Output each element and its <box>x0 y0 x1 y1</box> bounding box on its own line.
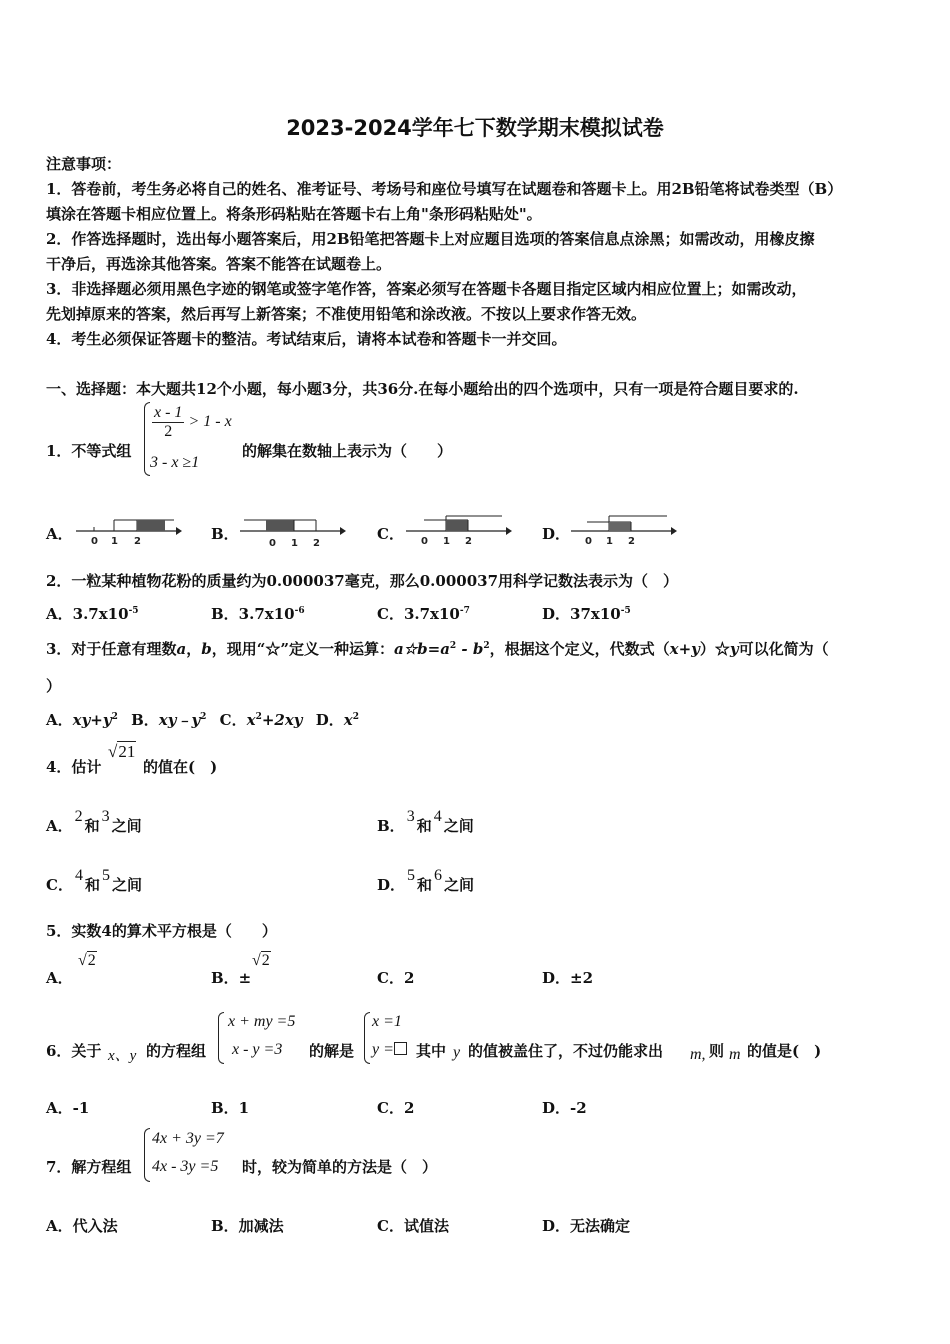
q6-vars: x、y <box>108 1048 137 1064</box>
q4-a-between: 之间 <box>111 817 142 835</box>
q1-option-b-label: B． <box>211 525 239 543</box>
q5-stem: 5．实数4的算术平方根是（ ） <box>46 922 277 940</box>
q4-b-label: B． <box>377 817 405 835</box>
tick-2: 2 <box>465 536 472 547</box>
q2-b-exponent: -6 <box>294 606 305 616</box>
q7-suffix: 时，较为简单的方法是（ ） <box>242 1158 438 1176</box>
q7-eq2: 4x - 3y =5 <box>152 1158 219 1175</box>
q3-var-a: a <box>176 640 187 658</box>
q6-eq1: x + my =5 <box>228 1013 296 1030</box>
q5-option-a-label: A． <box>46 969 73 987</box>
q6-system-brace <box>218 1012 224 1064</box>
q6-option-a: A．-1 <box>46 1099 90 1117</box>
q4-d-between: 之间 <box>444 876 475 894</box>
q3-option-c-exp: 2 <box>255 712 262 722</box>
q4-prefix: 4．估计 <box>46 758 102 776</box>
q2-option-b <box>211 603 305 624</box>
q3-minus-b: - b <box>456 640 484 658</box>
sqrt-icon: √ <box>108 742 118 761</box>
q1-option-d-numberline <box>567 510 679 550</box>
q3-option-a-value: xy+y <box>72 711 112 729</box>
q4-d-label: D． <box>377 876 406 894</box>
q7-option-b: B．加减法 <box>211 1217 284 1235</box>
q1-prefix: 1．不等式组 <box>46 442 132 460</box>
notice-line-2: 填涂在答题卡相应位置上。将条形码粘贴在答题卡右上角"条形码粘贴处"。 <box>46 205 542 223</box>
q5-option-b-radical <box>252 952 271 970</box>
q1-eq1 <box>152 404 232 441</box>
q4-suffix: 的值在( ) <box>143 758 218 776</box>
tick-0: 0 <box>269 538 276 549</box>
q3-option-d-label: D． <box>315 711 344 729</box>
tick-1: 1 <box>443 536 450 547</box>
q7-option-a: A．代入法 <box>46 1217 118 1235</box>
q6-var-y: y <box>453 1044 461 1061</box>
notice-line-5: 3．非选择题必须用黑色字迹的钢笔或签字笔作答，答案必须写在答题卡各题目指定区域内相应位置上；如需改动， <box>46 280 807 298</box>
q1-option-c-label: C． <box>377 525 404 543</box>
tick-1: 1 <box>606 536 613 547</box>
q3-part-2: ，现用“☆”定义一种运算： <box>211 640 394 658</box>
q7-eq1: 4x + 3y =7 <box>152 1130 224 1147</box>
tick-1: 1 <box>111 536 118 547</box>
q3-option-b-value: xy﹣y <box>158 711 201 729</box>
notice-line-1: 1．答卷前，考生务必将自己的姓名、准考证号、考场号和座位号填写在试题卷和答题卡上。用2B铅笔将试卷类型（B） <box>46 180 843 198</box>
q5-a-radicand: 2 <box>87 952 96 969</box>
q3-stem <box>46 638 829 659</box>
q3-option-a-exp: 2 <box>111 712 118 722</box>
q1-option-c-numberline <box>402 510 514 550</box>
q1-eq1-denominator: 2 <box>164 423 173 440</box>
notice-line-3: 2．作答选择题时，选出每小题答案后，用2B铅笔把答题卡上对应题目选项的答案信息点涂黑；如需改动，用橡皮擦 <box>46 230 815 248</box>
notice-heading: 注意事项： <box>46 155 122 173</box>
q4-d-he: 和 <box>417 876 433 894</box>
q4-b-he: 和 <box>416 817 432 835</box>
q1-eq2: 3 - x ≥1 <box>150 454 200 471</box>
q3-comma: ， <box>186 640 202 658</box>
q3-var-y: y <box>729 640 739 658</box>
q4-radicand: 21 <box>118 742 136 761</box>
q3-options <box>46 709 359 730</box>
q2-option-c <box>377 603 470 624</box>
q2-option-d <box>542 603 631 624</box>
q3-part-4: ）☆ <box>699 640 730 658</box>
tick-0: 0 <box>421 536 428 547</box>
q3-part-5: 可以化简为（ <box>738 640 829 658</box>
notice-line-7: 4．考生必须保证答题卡的整洁。考试结束后，请将本试卷和答题卡一并交回。 <box>46 330 567 348</box>
sqrt-icon: √ <box>78 952 87 969</box>
q5-option-b-label: B．± <box>211 969 252 987</box>
q1-option-a-label: A． <box>46 525 73 543</box>
sqrt-icon: √ <box>252 952 261 969</box>
q3-option-c-label: C． <box>219 711 247 729</box>
q6-option-d: D．-2 <box>542 1099 587 1117</box>
q6-sol2-text: y = <box>372 1041 394 1058</box>
q4-option-c <box>46 867 142 895</box>
q3-option-d-value: x <box>343 711 353 729</box>
q1-option-a-numberline <box>72 510 184 550</box>
q6-sol1: x =1 <box>372 1013 402 1030</box>
q6-part-7: 的值是( ) <box>747 1042 822 1060</box>
q3-definition: a☆b=a <box>393 640 450 658</box>
q4-a-first: 2 <box>74 808 83 825</box>
q7-prefix: 7．解方程组 <box>46 1158 132 1176</box>
tick-0: 0 <box>91 536 98 547</box>
q6-option-c: C．2 <box>377 1099 415 1117</box>
q4-a-second: 3 <box>101 808 110 825</box>
q3-option-b-label: B． <box>131 711 159 729</box>
q4-d-second: 6 <box>434 867 443 884</box>
q4-c-second: 5 <box>101 867 110 884</box>
q4-option-a <box>46 808 142 836</box>
q6-var-m2: m <box>729 1046 741 1063</box>
q2-a-exponent: -5 <box>128 606 139 616</box>
q7-system-brace <box>144 1128 150 1182</box>
q3-xy: x+y <box>669 640 700 658</box>
q5-b-radicand: 2 <box>261 952 270 969</box>
q4-option-d <box>377 867 475 895</box>
q4-b-second: 4 <box>433 808 442 825</box>
q2-c-base: C．3.7x10 <box>377 605 460 623</box>
q4-c-label: C． <box>46 876 73 894</box>
q6-option-b: B．1 <box>211 1099 250 1117</box>
q3-var-b: b <box>201 640 212 658</box>
q6-solution-brace <box>364 1012 370 1064</box>
q6-part-5: 的值被盖住了，不过仍能求出 <box>468 1042 664 1060</box>
q6-part-1: 6．关于 <box>46 1042 102 1060</box>
notice-line-6: 先划掉原来的答案，然后再写上新答案；不准使用铅笔和涂改液。不按以上要求作答无效。 <box>46 305 647 323</box>
q2-d-exponent: -5 <box>620 606 631 616</box>
q3-close: ） <box>46 677 62 695</box>
page-title: 2023-2024学年七下数学期末模拟试卷 <box>286 116 664 140</box>
q2-d-base: D．37x10 <box>542 605 621 623</box>
q2-stem: 2．一粒某种植物花粉的质量约为0.000037毫克，那么0.000037用科学记数法表示为（ ） <box>46 572 679 590</box>
tick-2: 2 <box>628 536 635 547</box>
q6-part-6: 则 <box>709 1042 725 1060</box>
q2-c-exponent: -7 <box>459 606 470 616</box>
q1-eq1-numerator: x - 1 <box>154 404 183 421</box>
q1-suffix: 的解集在数轴上表示为（ ） <box>242 442 453 460</box>
q3-option-a-label: A． <box>46 711 73 729</box>
tick-2: 2 <box>134 536 141 547</box>
q6-eq2: x - y =3 <box>232 1041 283 1058</box>
q5-option-d: D．±2 <box>542 969 594 987</box>
q6-sol2 <box>372 1041 407 1059</box>
q3-square-1: 2 <box>449 641 457 651</box>
q5-option-c: C．2 <box>377 969 415 987</box>
q4-option-b <box>377 808 474 836</box>
q1-option-d-label: D． <box>542 525 571 543</box>
q1-eq1-rhs: > 1 - x <box>188 413 232 431</box>
tick-0: 0 <box>585 536 592 547</box>
q3-part-1: 3．对于任意有理数 <box>46 640 177 658</box>
q4-a-label: A． <box>46 817 73 835</box>
q4-c-he: 和 <box>84 876 100 894</box>
q2-a-base: A．3.7x10 <box>46 605 129 623</box>
q6-var-m: m, <box>690 1046 706 1063</box>
q3-square-2: 2 <box>483 641 490 651</box>
q5-option-a-radical <box>78 952 97 970</box>
q4-c-first: 4 <box>74 867 83 884</box>
covered-box-icon <box>394 1042 407 1055</box>
q1-option-b-numberline <box>236 510 348 550</box>
q7-option-d: D．无法确定 <box>542 1217 631 1235</box>
q4-c-between: 之间 <box>111 876 142 894</box>
q3-part-3: ，根据这个定义，代数式（ <box>489 640 670 658</box>
q2-b-base: B．3.7x10 <box>211 605 295 623</box>
q3-option-d-exp: 2 <box>352 712 359 722</box>
q6-part-2: 的方程组 <box>146 1042 207 1060</box>
q6-part-4: 其中 <box>416 1042 447 1060</box>
q4-a-he: 和 <box>84 817 100 835</box>
q4-d-first: 5 <box>407 867 416 884</box>
q3-option-c-rest: +2xy <box>261 711 303 729</box>
q3-option-b-exp: 2 <box>200 712 207 722</box>
q4-b-between: 之间 <box>443 817 474 835</box>
section-heading: 一、选择题：本大题共12个小题，每小题3分，共36分.在每小题给出的四个选项中，只有一项是符合题目要求的. <box>46 380 799 398</box>
q2-option-a <box>46 603 139 624</box>
q3-option-c-value: x <box>246 711 256 729</box>
q4-radical <box>108 742 136 762</box>
tick-2: 2 <box>313 538 320 549</box>
notice-line-4: 干净后，再选涂其他答案。答案不能答在试题卷上。 <box>46 255 392 273</box>
tick-1: 1 <box>291 538 298 549</box>
q6-part-3: 的解是 <box>309 1042 355 1060</box>
q7-option-c: C．试值法 <box>377 1217 449 1235</box>
q4-b-first: 3 <box>406 808 415 825</box>
